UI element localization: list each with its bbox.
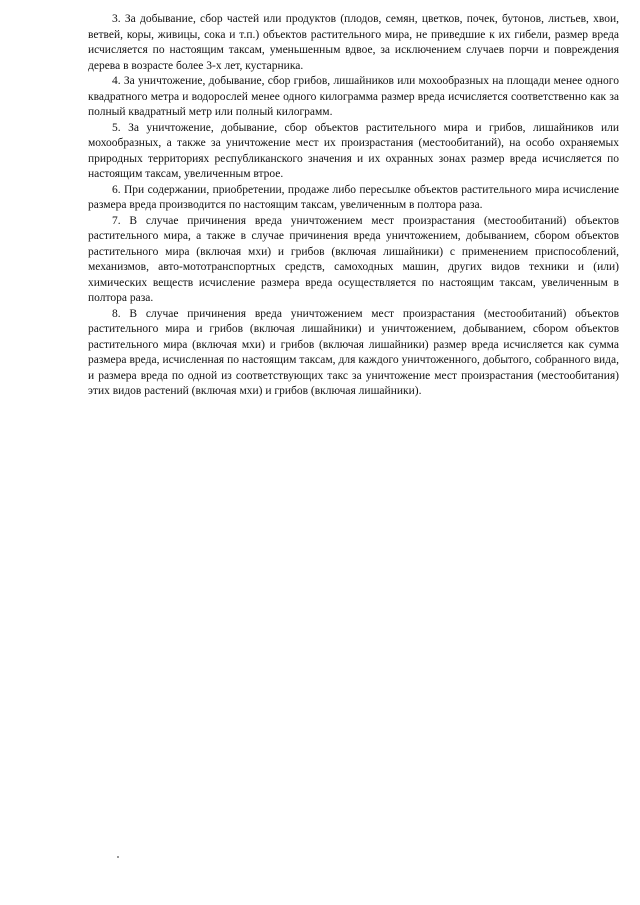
scan-speck <box>117 856 119 858</box>
paragraph-6: 6. При содержании, приобретении, продаже либо пересылке объектов растительного мира исчисление размера вреда производится по настоящим таксам, увеличенным в полтора раза. <box>88 183 619 211</box>
paragraph-7: 7. В случае причинения вреда уничтожением мест произрастания (местообитаний) объектов растительного мира, а также в случае причинения вреда уничтожением, добыванием, сбором объектов растительного мира (включая мхи) и грибов (включая лишайники) с применением приспособлений, механизмов, авто-мототранспортных средств, самоходных машин, других видов техники и (или) химических веществ исчисление размера вреда осуществляется по настоящим таксам, увеличенным в полтора раза. <box>88 214 619 304</box>
document-body <box>88 12 619 400</box>
paragraph-4: 4. За уничтожение, добывание, сбор грибов, лишайников или мохообразных на площади менее одного квадратного метра и водорослей менее одного килограмма размер вреда исчисляется соответственно как за полный квадратный метр или полный килограмм. <box>88 75 619 118</box>
paragraph-3: 3. За добывание, сбор частей или продуктов (плодов, семян, цветков, почек, бутонов, листьев, хвои, ветвей, коры, живицы, сока и т.п.) объектов растительного мира, не приведшие к их гибели, размер вреда исчисляется по настоящим таксам, уменьшенным вдвое, за исключением случаев порчи и повреждения дерева в возрасте более 3-х лет, кустарника. <box>88 13 619 72</box>
paragraph-8: 8. В случае причинения вреда уничтожением мест произрастания (местообитаний) объектов растительного мира и грибов (включая лишайники) и уничтожением, добыванием, сбором объектов растительного мира (включая мхи) и грибов (включая лишайники) размер вреда исчисляется как сумма размера вреда, исчисленная по настоящим таксам, для каждого уничтоженного, добытого, собранного вида, и размера вреда по одной из соответствующих такс за уничтожение мест произрастания (местообитания) этих видов растений (включая мхи) и грибов (включая лишайники). <box>88 307 619 397</box>
paragraph-5: 5. За уничтожение, добывание, сбор объектов растительного мира и грибов, лишайников или мохообразных, а также за уничтожение мест их произрастания (местообитаний), на особо охраняемых природных территориях республиканского значения и их охранных зонах размер вреда исчисляется по настоящим таксам, увеличенным втрое. <box>88 121 619 180</box>
